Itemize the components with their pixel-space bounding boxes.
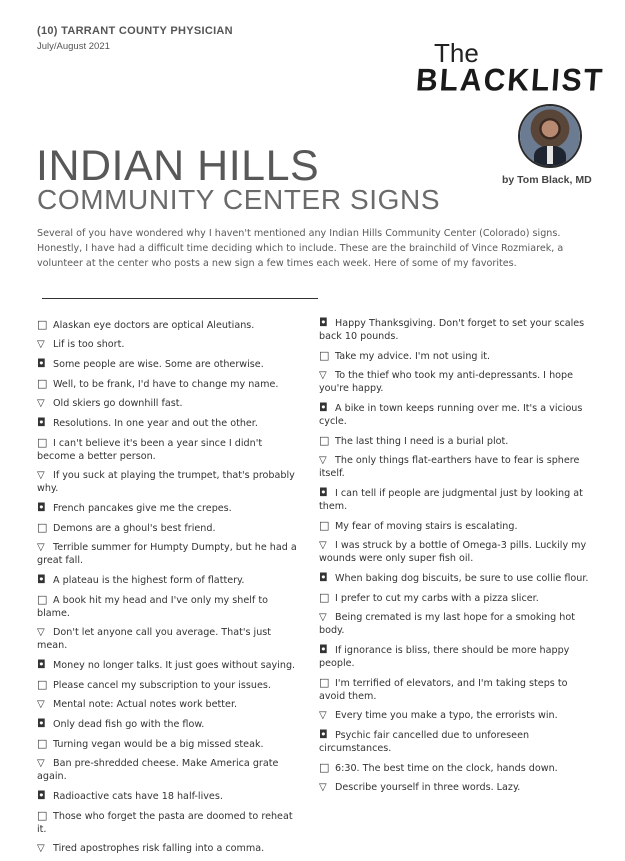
sign-item bbox=[37, 593, 299, 620]
sign-item bbox=[37, 541, 299, 567]
tri-bullet-icon: ▽ bbox=[319, 710, 327, 721]
box-filled-bullet-icon: ◘ bbox=[37, 789, 46, 802]
sign-text: Money no longer talks. It just goes without saying. bbox=[53, 660, 296, 671]
sign-item bbox=[319, 401, 591, 428]
sign-text: Terrible summer for Humpty Dumpty, but he had a great fall. bbox=[37, 542, 297, 566]
sign-text: My fear of moving stairs is escalating. bbox=[335, 521, 518, 532]
sign-text: The only things flat-earthers have to fear is sphere itself. bbox=[319, 455, 580, 479]
box-filled-bullet-icon: ◘ bbox=[319, 728, 328, 741]
sign-text: If you suck at playing the trumpet, that's probably why. bbox=[37, 470, 295, 494]
sign-item bbox=[319, 454, 591, 480]
tri-bullet-icon: ▽ bbox=[319, 455, 327, 466]
sign-item bbox=[319, 434, 591, 448]
sign-text: Being cremated is my last hope for a smoking hot body. bbox=[319, 612, 575, 636]
sign-text: Ban pre-shredded cheese. Make America grate again. bbox=[37, 758, 279, 782]
box-open-bullet-icon: □ bbox=[37, 737, 48, 750]
column-logo-name: BLACKLIST bbox=[414, 63, 606, 98]
tri-bullet-icon: ▽ bbox=[37, 398, 45, 409]
sign-item bbox=[37, 573, 299, 587]
sign-text: Please cancel my subscription to your issues. bbox=[53, 680, 271, 691]
sign-text: Tired apostrophes risk falling into a comma. bbox=[53, 843, 265, 854]
sign-item bbox=[37, 521, 299, 535]
sign-item bbox=[319, 519, 591, 533]
tri-bullet-icon: ▽ bbox=[37, 843, 45, 854]
box-open-bullet-icon: □ bbox=[319, 591, 330, 604]
box-filled-bullet-icon: ◘ bbox=[319, 643, 328, 656]
sign-text: Turning vegan would be a big missed steak. bbox=[53, 739, 264, 750]
sign-text: Some people are wise. Some are otherwise. bbox=[53, 359, 264, 370]
box-open-bullet-icon: □ bbox=[319, 349, 330, 362]
sign-text: The last thing I need is a burial plot. bbox=[335, 436, 509, 447]
sign-item bbox=[37, 436, 299, 463]
sign-text: Alaskan eye doctors are optical Aleutians. bbox=[53, 320, 255, 331]
sign-text: I can't believe it's been a year since I didn't become a better person. bbox=[37, 438, 263, 462]
sign-item bbox=[37, 678, 299, 692]
sign-item bbox=[319, 761, 591, 775]
box-filled-bullet-icon: ◘ bbox=[319, 316, 328, 329]
sign-text: French pancakes give me the crepes. bbox=[53, 503, 232, 514]
sign-text: Describe yourself in three words. Lazy. bbox=[335, 782, 521, 793]
tri-bullet-icon: ▽ bbox=[37, 470, 45, 481]
issue-header bbox=[37, 25, 233, 53]
box-open-bullet-icon: □ bbox=[37, 521, 48, 534]
sign-item bbox=[319, 781, 591, 794]
publication-name: (10) TARRANT COUNTY PHYSICIAN bbox=[37, 25, 233, 37]
sign-text: Demons are a ghoul's best friend. bbox=[53, 523, 216, 534]
box-open-bullet-icon: □ bbox=[37, 436, 48, 449]
sign-item bbox=[37, 626, 299, 652]
issue-date: July/August 2021 bbox=[37, 41, 110, 52]
sign-item bbox=[37, 318, 299, 332]
box-open-bullet-icon: □ bbox=[37, 593, 48, 606]
box-filled-bullet-icon: ◘ bbox=[37, 658, 46, 671]
tri-bullet-icon: ▽ bbox=[37, 339, 45, 350]
sign-item bbox=[37, 658, 299, 672]
sign-item bbox=[37, 809, 299, 836]
sign-item bbox=[319, 349, 591, 363]
sign-item bbox=[37, 469, 299, 495]
sign-text: I was struck by a bottle of Omega-3 pills. Luckily my wounds were only super fish oil. bbox=[319, 540, 587, 564]
box-open-bullet-icon: □ bbox=[319, 519, 330, 532]
sign-text: I can tell if people are judgmental just by looking at them. bbox=[319, 488, 583, 512]
sign-item bbox=[319, 709, 591, 722]
box-filled-bullet-icon: ◘ bbox=[37, 501, 46, 514]
sign-text: I'm terrified of elevators, and I'm taking steps to avoid them. bbox=[319, 678, 568, 702]
sign-text: When baking dog biscuits, be sure to use collie flour. bbox=[335, 573, 589, 584]
tri-bullet-icon: ▽ bbox=[319, 540, 327, 551]
sign-item bbox=[319, 571, 591, 585]
sign-text: A book hit my head and I've only my shelf to blame. bbox=[37, 595, 268, 619]
box-open-bullet-icon: □ bbox=[37, 377, 48, 390]
sign-item bbox=[319, 728, 591, 755]
sign-text: Radioactive cats have 18 half-lives. bbox=[53, 791, 223, 802]
sign-item bbox=[37, 397, 299, 410]
box-open-bullet-icon: □ bbox=[319, 434, 330, 447]
box-open-bullet-icon: □ bbox=[37, 678, 48, 691]
box-filled-bullet-icon: ◘ bbox=[37, 717, 46, 730]
tri-bullet-icon: ▽ bbox=[37, 758, 45, 769]
box-filled-bullet-icon: ◘ bbox=[37, 573, 46, 586]
signs-list-left bbox=[37, 318, 299, 861]
author-byline: by Tom Black, MD bbox=[502, 174, 592, 186]
tri-bullet-icon: ▽ bbox=[319, 370, 327, 381]
box-open-bullet-icon: □ bbox=[37, 318, 48, 331]
sign-text: I prefer to cut my carbs with a pizza slicer. bbox=[335, 593, 539, 604]
column-logo-the: The bbox=[434, 38, 479, 68]
box-open-bullet-icon: □ bbox=[319, 761, 330, 774]
column-logo bbox=[414, 38, 606, 100]
sign-text: 6:30. The best time on the clock, hands down. bbox=[335, 763, 558, 774]
sign-item bbox=[37, 357, 299, 371]
sign-item bbox=[37, 757, 299, 783]
section-divider bbox=[42, 298, 318, 299]
sign-text: A plateau is the highest form of flattery. bbox=[53, 575, 245, 586]
article-intro: Several of you have wondered why I haven't mentioned any Indian Hills Community Center (Colorado) signs. Honestly, I have had a difficult time deciding which to include. These are the brainchild of Vince Rozmiarek, a volunteer at the center who posts a new sign a few times each week. Here of some of my favorites. bbox=[37, 228, 564, 269]
tri-bullet-icon: ▽ bbox=[319, 782, 327, 793]
sign-item bbox=[319, 539, 591, 565]
sign-item bbox=[37, 717, 299, 731]
sign-text: Mental note: Actual notes work better. bbox=[53, 699, 238, 710]
sign-text: Don't let anyone call you average. That's just mean. bbox=[37, 627, 272, 651]
box-open-bullet-icon: □ bbox=[37, 809, 48, 822]
sign-text: Every time you make a typo, the errorists win. bbox=[335, 710, 558, 721]
author-avatar bbox=[520, 106, 580, 166]
sign-item bbox=[319, 643, 591, 670]
sign-item bbox=[37, 338, 299, 351]
box-filled-bullet-icon: ◘ bbox=[319, 486, 328, 499]
sign-text: To the thief who took my anti-depressants. I hope you're happy. bbox=[319, 370, 574, 394]
sign-item bbox=[37, 842, 299, 855]
box-filled-bullet-icon: ◘ bbox=[37, 357, 46, 370]
sign-text: Psychic fair cancelled due to unforeseen circumstances. bbox=[319, 730, 530, 754]
sign-text: If ignorance is bliss, there should be more happy people. bbox=[319, 645, 570, 669]
sign-item bbox=[37, 737, 299, 751]
article-title: INDIAN HILLS bbox=[36, 142, 320, 190]
sign-text: Those who forget the pasta are doomed to reheat it. bbox=[37, 811, 293, 835]
sign-text: Only dead fish go with the flow. bbox=[53, 719, 205, 730]
sign-text: Resolutions. In one year and out the other. bbox=[53, 418, 258, 429]
sign-text: Take my advice. I'm not using it. bbox=[335, 351, 491, 362]
sign-text: Lif is too short. bbox=[53, 339, 125, 350]
sign-item bbox=[319, 369, 591, 395]
sign-item bbox=[319, 316, 591, 343]
sign-text: Old skiers go downhill fast. bbox=[53, 398, 183, 409]
tri-bullet-icon: ▽ bbox=[37, 627, 45, 638]
sign-item bbox=[319, 676, 591, 703]
signs-list-right bbox=[319, 316, 591, 800]
sign-item bbox=[37, 416, 299, 430]
sign-item bbox=[37, 789, 299, 803]
sign-text: Well, to be frank, I'd have to change my name. bbox=[53, 379, 279, 390]
sign-item bbox=[37, 501, 299, 515]
sign-text: A bike in town keeps running over me. It's a vicious cycle. bbox=[319, 403, 583, 427]
sign-item bbox=[319, 486, 591, 513]
tri-bullet-icon: ▽ bbox=[319, 612, 327, 623]
box-filled-bullet-icon: ◘ bbox=[37, 416, 46, 429]
box-filled-bullet-icon: ◘ bbox=[319, 571, 328, 584]
box-open-bullet-icon: □ bbox=[319, 676, 330, 689]
sign-item bbox=[37, 698, 299, 711]
sign-text: Happy Thanksgiving. Don't forget to set your scales back 10 pounds. bbox=[319, 318, 585, 342]
sign-item bbox=[37, 377, 299, 391]
article-subtitle: COMMUNITY CENTER SIGNS bbox=[37, 184, 441, 215]
tri-bullet-icon: ▽ bbox=[37, 542, 45, 553]
tri-bullet-icon: ▽ bbox=[37, 699, 45, 710]
sign-item bbox=[319, 591, 591, 605]
sign-item bbox=[319, 611, 591, 637]
box-filled-bullet-icon: ◘ bbox=[319, 401, 328, 414]
